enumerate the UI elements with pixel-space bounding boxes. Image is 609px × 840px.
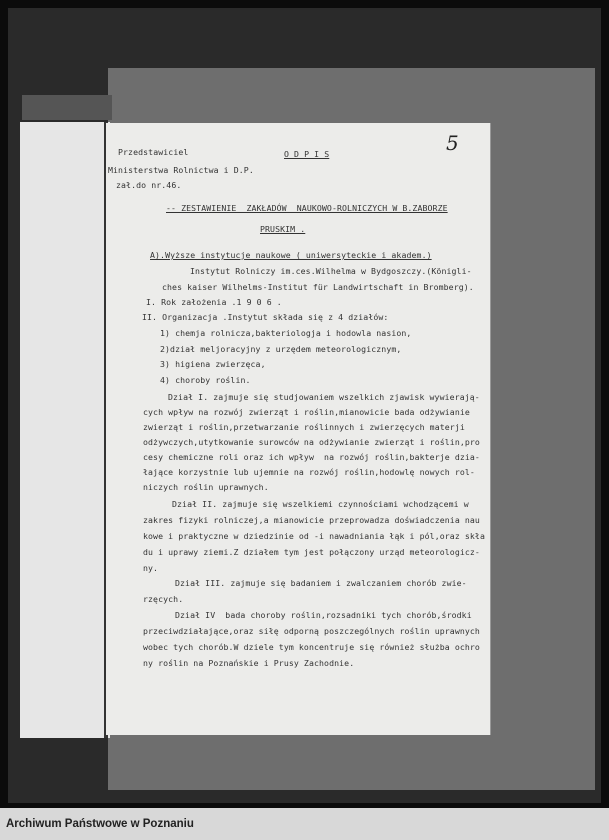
text-line: I. Rok założenia .1 9 0 6 . [146,297,282,307]
text-line: zakres fizyki rolniczej,a mianowicie przeprowadza doświadczenia nau [143,515,480,525]
heading: PRUSKIM . [260,224,306,234]
page-number: 5 [446,131,459,155]
text-line: du i uprawy ziemi.Z działem tym jest połączony urząd meteorologicz- [143,547,480,557]
list-item: 2)dział meljoracyjny z urzędem meteorologicznym, [160,344,402,354]
list-item: 3) higiena zwierzęca, [160,359,266,369]
section-heading: A).Wyższe instytucje naukowe ( uniwersyteckie i akadem.) [150,250,432,260]
text-line: zwierząt i roślin,przetwarzanie roślinnych i zwierzęcych materji [143,422,465,432]
text-line: cesy chemiczne roli oraz ich wpływ na rozwój roślin,bakterje dzia- [143,452,480,462]
text-line: odżywczych,utytkowanie surowców na odżywianie zwierząt i roślin,pro [143,437,480,447]
text-line: Dział IV bada choroby roślin,rozsadniki tych chorób,środki [175,610,472,620]
archive-name: Archiwum Państwowe w Poznaniu [6,818,194,830]
text-line: Dział III. zajmuje się badaniem i zwalczaniem chorób zwie- [175,578,467,588]
text-line: wobec tych chorób.W dziele tym koncentruje się również służba ochro [143,642,480,652]
shadow [22,95,112,120]
text-line: łające korzystnie lub ujemnie na rozwój roślin,hodowlę nowych rol- [143,467,475,477]
list-item: 4) choroby roślin. [160,375,251,385]
text-line: cych wpływ na rozwój zwierząt i roślin,mianowicie bada odżywianie [143,407,470,417]
text-line: Dział II. zajmuje się wszelkiemi czynnościami wchodzącemi w [172,499,469,509]
text-line: ny roślin na Poznańskie i Prusy Zachodnie. [143,658,355,668]
text-line: ches kaiser Wilhelms-Institut für Landwirtschaft in Bromberg). [162,282,474,292]
text-line: Dział I. zajmuje się studjowaniem wszelkich zjawisk wywierają- [168,392,480,402]
header-left: Ministerstwa Rolnictwa i D.P. [108,165,254,175]
text-line: przeciwdziałające,oraz siłę odporną poszczególnych roślin uprawnych [143,626,480,636]
text-line: rzęcych. [143,594,184,604]
text-line: niczych roślin uprawnych. [143,482,269,492]
header-left: Przedstawiciel [118,147,189,157]
heading: -- ZESTAWIENIE ZAKŁADÓW NAUKOWO-ROLNICZYCH W B.ZABORZE [166,203,448,213]
archive-footer [0,808,609,840]
left-page [20,122,110,738]
document-title: O D P I S [284,149,330,159]
text-line: II. Organizacja .Instytut składa się z 4 działów: [142,312,389,322]
list-item: 1) chemja rolnicza,bakteriologja i hodowla nasion, [160,328,412,338]
text-line: kowe i praktyczne w dziedzinie od -i nawadniania łąk i pól,oraz skła [143,531,485,541]
text-line: ny. [143,563,159,573]
text-line: Instytut Rolniczy im.ces.Wilhelma w Bydgoszczy.(Königli- [190,266,472,276]
header-left: zał.do nr.46. [116,180,182,190]
